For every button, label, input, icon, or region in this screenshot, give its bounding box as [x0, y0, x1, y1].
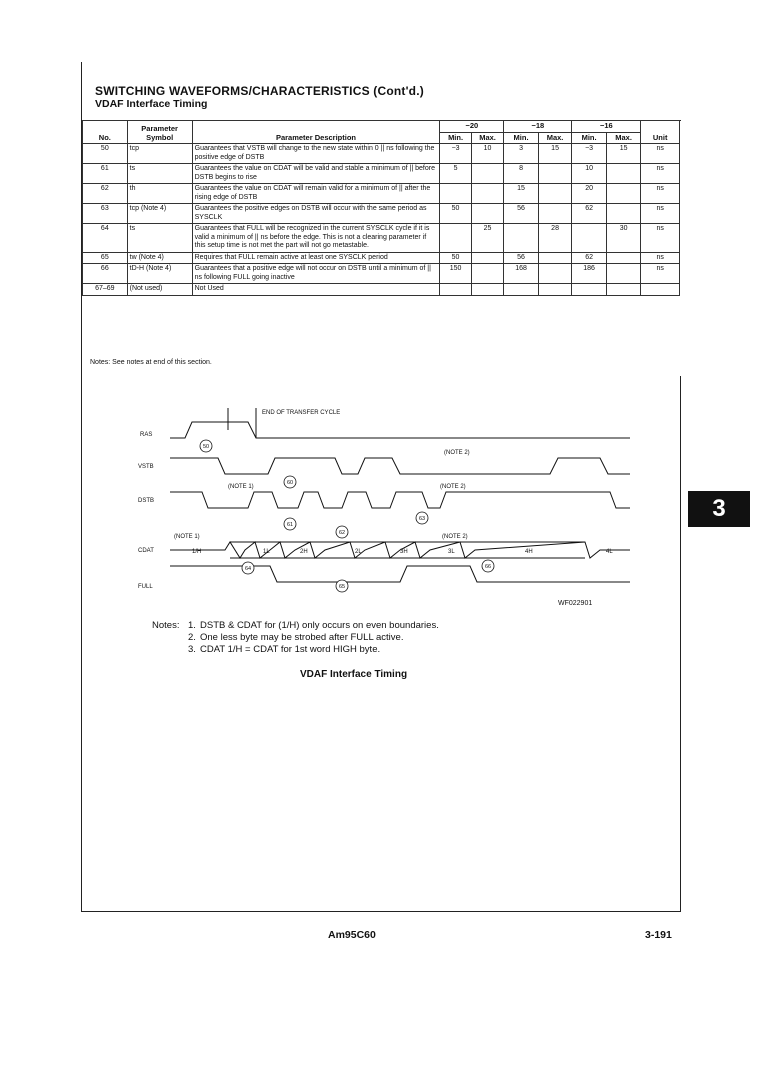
- cell-min16: [572, 224, 607, 253]
- cell-max18: [538, 184, 572, 204]
- cdat-value-3l: 3L: [448, 549, 455, 555]
- cdat-value-2l: 2L: [355, 549, 362, 555]
- notes-label: Notes:: [152, 620, 180, 631]
- header-description: Parameter Description: [192, 121, 440, 144]
- note-2-text: One less byte may be strobed after FULL active.: [200, 632, 404, 643]
- cell-min18: 15: [504, 184, 539, 204]
- full-waveform: [170, 566, 630, 582]
- header-max-18: Max.: [538, 132, 572, 144]
- signal-full: FULL: [138, 584, 153, 590]
- page-subtitle: VDAF Interface Timing: [95, 98, 208, 110]
- cell-symbol: tcp: [127, 144, 192, 164]
- cdat-value-1l: 1L: [263, 549, 270, 555]
- cell-desc: Guarantees the positive edges on DSTB will occur with the same period as SYSCLK: [192, 204, 440, 224]
- cell-max20: 10: [471, 144, 504, 164]
- cell-min18: 8: [504, 164, 539, 184]
- section-tab: 3: [688, 491, 750, 527]
- note-row-3: [152, 644, 439, 656]
- note1-label: (NOTE 1): [228, 484, 254, 490]
- note1-label-cdat: (NOTE 1): [174, 534, 200, 540]
- cell-min18: [504, 284, 539, 296]
- cell-max20: [471, 252, 504, 264]
- cell-min20: [440, 224, 471, 253]
- marker-62-label: 62: [338, 530, 346, 536]
- vstb-waveform: [170, 458, 630, 474]
- cell-max20: [471, 204, 504, 224]
- cell-desc: Guarantees the value on CDAT will be valid and stable a minimum of || before DSTB begins to rise: [192, 164, 440, 184]
- cell-min18: 56: [504, 204, 539, 224]
- table-footnote: Notes: See notes at end of this section.: [90, 359, 212, 366]
- cell-unit: [641, 284, 680, 296]
- note-3-text: CDAT 1/H = CDAT for 1st word HIGH byte.: [200, 644, 381, 655]
- header-unit: Unit: [641, 121, 680, 144]
- cell-max16: [606, 252, 641, 264]
- figure-notes: [152, 620, 439, 656]
- header-symbol-line1: Parameter: [141, 124, 178, 133]
- cell-max16: [606, 264, 641, 284]
- signal-ras: RAS: [140, 432, 153, 438]
- signal-cdat: CDAT: [138, 548, 154, 554]
- note-2-number: 2.: [188, 632, 196, 643]
- cell-symbol: ts: [127, 224, 192, 253]
- table-row: [83, 252, 680, 264]
- cell-max18: [538, 264, 572, 284]
- marker-65-label: 65: [338, 584, 346, 590]
- cdat-value-3h: 3H: [400, 549, 408, 555]
- cell-no: 64: [83, 224, 128, 253]
- cell-unit: ns: [641, 224, 680, 253]
- cell-no: 62: [83, 184, 128, 204]
- table-row: [83, 204, 680, 224]
- cell-unit: ns: [641, 264, 680, 284]
- cell-unit: ns: [641, 164, 680, 184]
- note-3-number: 3.: [188, 644, 196, 655]
- cell-max18: 15: [538, 144, 572, 164]
- cell-max16: 30: [606, 224, 641, 253]
- cell-symbol: tw (Note 4): [127, 252, 192, 264]
- cell-max18: [538, 164, 572, 184]
- note-row-1: [152, 620, 439, 632]
- header-min-16: Min.: [572, 132, 607, 144]
- cell-min20: −3: [440, 144, 471, 164]
- cell-min20: 50: [440, 204, 471, 224]
- cell-desc: Requires that FULL remain active at least one SYSCLK period: [192, 252, 440, 264]
- page-title: SWITCHING WAVEFORMS/CHARACTERISTICS (Cont'd.): [95, 84, 424, 98]
- cell-max16: [606, 164, 641, 184]
- end-transfer-label: END OF TRANSFER CYCLE: [262, 410, 341, 416]
- cdat-value-2h: 2H: [300, 549, 308, 555]
- cell-max18: [538, 252, 572, 264]
- cell-max18: [538, 284, 572, 296]
- cell-no: 63: [83, 204, 128, 224]
- cell-no: 61: [83, 164, 128, 184]
- note2-label-dstb: (NOTE 2): [440, 484, 466, 490]
- note-1-number: 1.: [188, 620, 196, 631]
- cell-desc: Guarantees that VSTB will change to the new state within 0 || ns following the positive edge of DSTB: [192, 144, 440, 164]
- cell-min20: [440, 284, 471, 296]
- cell-max20: [471, 264, 504, 284]
- figure-id: WF022901: [558, 600, 593, 607]
- cell-min20: 50: [440, 252, 471, 264]
- cell-max20: 25: [471, 224, 504, 253]
- footer-page-number: 3-191: [645, 929, 672, 941]
- cell-desc: Guarantees that FULL will be recognized in the current SYSCLK cycle if it is valid a minimum of || ns before the edge. This is not a clearing parameter if this setup time is not met the part will not go metastable.: [192, 224, 440, 253]
- cell-min20: [440, 184, 471, 204]
- page-right-border: [680, 376, 681, 912]
- cell-no: 66: [83, 264, 128, 284]
- figure-caption: VDAF Interface Timing: [300, 669, 408, 680]
- cell-min16: 20: [572, 184, 607, 204]
- marker-64-label: 64: [244, 566, 252, 572]
- cell-max16: [606, 204, 641, 224]
- cell-max16: 15: [606, 144, 641, 164]
- cell-max20: [471, 184, 504, 204]
- cell-no: 50: [83, 144, 128, 164]
- ras-waveform: [170, 422, 630, 438]
- cell-symbol: (Not used): [127, 284, 192, 296]
- cell-unit: ns: [641, 252, 680, 264]
- cell-desc: Guarantees the value on CDAT will remain valid for a minimum of || after the rising edge of DSTB: [192, 184, 440, 204]
- header-speed-20: −20: [440, 121, 504, 133]
- cell-unit: ns: [641, 184, 680, 204]
- note2-label-cdat: (NOTE 2): [442, 534, 468, 540]
- cell-symbol: th: [127, 184, 192, 204]
- marker-60-label: 60: [286, 480, 294, 486]
- table-row: [83, 224, 680, 253]
- marker-61-label: 61: [286, 522, 294, 528]
- table-row: [83, 284, 680, 296]
- cell-no: 67–69: [83, 284, 128, 296]
- cell-min16: [572, 284, 607, 296]
- signal-vstb: VSTB: [138, 464, 154, 470]
- cell-min20: 5: [440, 164, 471, 184]
- cell-symbol: tD-H (Note 4): [127, 264, 192, 284]
- header-min-20: Min.: [440, 132, 471, 144]
- marker-63-label: 63: [418, 516, 426, 522]
- table-row: [83, 184, 680, 204]
- header-symbol: [127, 121, 192, 144]
- note-1-text: DSTB & CDAT for (1/H) only occurs on even boundaries.: [200, 620, 439, 631]
- header-max-16: Max.: [606, 132, 641, 144]
- table-row: [83, 144, 680, 164]
- cell-min18: 56: [504, 252, 539, 264]
- timing-table: [82, 120, 680, 296]
- header-min-18: Min.: [504, 132, 539, 144]
- cell-min20: 150: [440, 264, 471, 284]
- cell-min16: 10: [572, 164, 607, 184]
- table-row: [83, 264, 680, 284]
- cell-max18: [538, 204, 572, 224]
- cell-max20: [471, 284, 504, 296]
- cell-no: 65: [83, 252, 128, 264]
- cell-unit: ns: [641, 144, 680, 164]
- cdat-value-4h: 4H: [525, 549, 533, 555]
- marker-50-label: 50: [202, 444, 210, 450]
- header-no: No.: [83, 121, 128, 144]
- page-bottom-border: [81, 911, 681, 912]
- dstb-waveform: [170, 492, 630, 508]
- cell-min18: [504, 224, 539, 253]
- cell-max16: [606, 184, 641, 204]
- cell-symbol: tcp (Note 4): [127, 204, 192, 224]
- signal-dstb: DSTB: [138, 498, 155, 504]
- header-speed-16: −16: [572, 121, 641, 133]
- header-symbol-line2: Symbol: [146, 132, 174, 142]
- cell-min16: 186: [572, 264, 607, 284]
- cell-min16: 62: [572, 252, 607, 264]
- footer-part-number: Am95C60: [328, 929, 376, 941]
- cell-min18: 3: [504, 144, 539, 164]
- header-max-20: Max.: [471, 132, 504, 144]
- cell-max18: 28: [538, 224, 572, 253]
- cdat-value-4l: 4L: [606, 549, 613, 555]
- cell-unit: ns: [641, 204, 680, 224]
- cell-desc: Guarantees that a positive edge will not occur on DSTB until a minimum of || ns following FULL going inactive: [192, 264, 440, 284]
- table-row: [83, 164, 680, 184]
- marker-66-label: 66: [484, 564, 492, 570]
- cell-max16: [606, 284, 641, 296]
- note-row-2: [152, 632, 439, 644]
- timing-diagram: [130, 400, 650, 600]
- cdat-value-1h: 1/H: [192, 549, 202, 555]
- cell-max20: [471, 164, 504, 184]
- cell-symbol: ts: [127, 164, 192, 184]
- header-speed-18: −18: [504, 121, 572, 133]
- cell-min16: 62: [572, 204, 607, 224]
- note2-label-vstb: (NOTE 2): [444, 450, 470, 456]
- cell-min18: 168: [504, 264, 539, 284]
- cell-min16: −3: [572, 144, 607, 164]
- cell-desc: Not Used: [192, 284, 440, 296]
